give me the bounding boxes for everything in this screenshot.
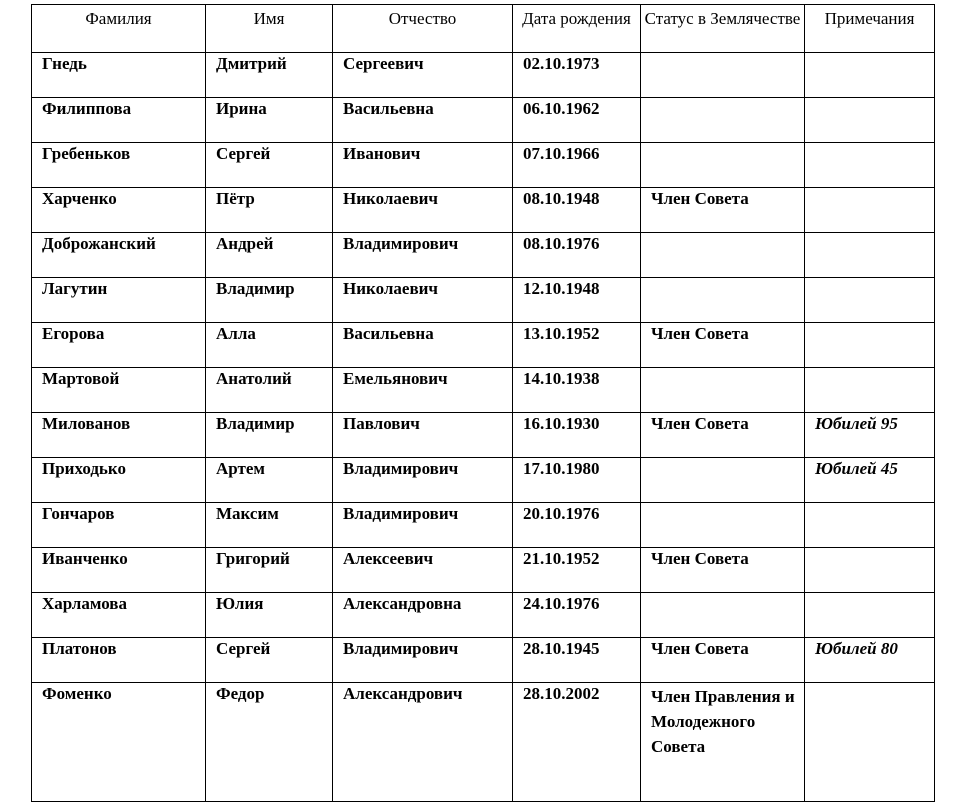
cell-birthdate: 07.10.1966 xyxy=(513,143,641,188)
cell-notes xyxy=(805,683,935,802)
members-table xyxy=(31,4,935,802)
cell-patronymic: Николаевич xyxy=(333,188,513,233)
cell-surname: Мартовой xyxy=(32,368,206,413)
table-row xyxy=(32,143,935,188)
cell-status: Член Правления и Молодежного Совета xyxy=(641,683,805,802)
cell-patronymic: Иванович xyxy=(333,143,513,188)
table-row xyxy=(32,503,935,548)
cell-notes: Юбилей 80 xyxy=(805,638,935,683)
table-row xyxy=(32,188,935,233)
cell-status: Член Совета xyxy=(641,638,805,683)
cell-status xyxy=(641,233,805,278)
header-surname: Фамилия xyxy=(32,5,206,53)
cell-patronymic: Емельянович xyxy=(333,368,513,413)
cell-status xyxy=(641,593,805,638)
table-row xyxy=(32,368,935,413)
cell-name: Алла xyxy=(206,323,333,368)
cell-patronymic: Павлович xyxy=(333,413,513,458)
cell-name: Пётр xyxy=(206,188,333,233)
cell-name: Сергей xyxy=(206,638,333,683)
cell-name: Ирина xyxy=(206,98,333,143)
cell-status xyxy=(641,368,805,413)
cell-notes xyxy=(805,53,935,98)
header-name: Имя xyxy=(206,5,333,53)
header-birthdate: Дата рождения xyxy=(513,5,641,53)
table-row xyxy=(32,593,935,638)
cell-surname: Милованов xyxy=(32,413,206,458)
header-patronymic: Отчество xyxy=(333,5,513,53)
cell-patronymic: Николаевич xyxy=(333,278,513,323)
cell-surname: Гребеньков xyxy=(32,143,206,188)
cell-patronymic: Владимирович xyxy=(333,503,513,548)
cell-notes xyxy=(805,98,935,143)
cell-surname: Платонов xyxy=(32,638,206,683)
table-row xyxy=(32,683,935,802)
cell-name: Дмитрий xyxy=(206,53,333,98)
cell-surname: Приходько xyxy=(32,458,206,503)
table-row xyxy=(32,458,935,503)
cell-status: Член Совета xyxy=(641,548,805,593)
cell-status xyxy=(641,458,805,503)
cell-surname: Гончаров xyxy=(32,503,206,548)
cell-name: Владимир xyxy=(206,413,333,458)
cell-status: Член Совета xyxy=(641,413,805,458)
cell-patronymic: Александровна xyxy=(333,593,513,638)
cell-surname: Фоменко xyxy=(32,683,206,802)
cell-patronymic: Сергеевич xyxy=(333,53,513,98)
cell-status: Член Совета xyxy=(641,188,805,233)
cell-notes xyxy=(805,503,935,548)
table-row xyxy=(32,548,935,593)
cell-status xyxy=(641,98,805,143)
cell-status xyxy=(641,503,805,548)
cell-name: Владимир xyxy=(206,278,333,323)
table-row xyxy=(32,53,935,98)
cell-birthdate: 17.10.1980 xyxy=(513,458,641,503)
cell-birthdate: 12.10.1948 xyxy=(513,278,641,323)
cell-surname: Егорова xyxy=(32,323,206,368)
cell-name: Артем xyxy=(206,458,333,503)
table-row xyxy=(32,413,935,458)
cell-patronymic: Владимирович xyxy=(333,638,513,683)
cell-patronymic: Александрович xyxy=(333,683,513,802)
cell-name: Юлия xyxy=(206,593,333,638)
cell-surname: Лагутин xyxy=(32,278,206,323)
table-header-row xyxy=(32,5,935,53)
cell-birthdate: 28.10.1945 xyxy=(513,638,641,683)
cell-status xyxy=(641,53,805,98)
header-notes: Примечания xyxy=(805,5,935,53)
cell-birthdate: 14.10.1938 xyxy=(513,368,641,413)
cell-notes xyxy=(805,368,935,413)
cell-status: Член Совета xyxy=(641,323,805,368)
cell-surname: Филиппова xyxy=(32,98,206,143)
cell-surname: Гнедь xyxy=(32,53,206,98)
cell-patronymic: Васильевна xyxy=(333,323,513,368)
cell-birthdate: 13.10.1952 xyxy=(513,323,641,368)
cell-status xyxy=(641,278,805,323)
cell-birthdate: 06.10.1962 xyxy=(513,98,641,143)
cell-birthdate: 08.10.1948 xyxy=(513,188,641,233)
cell-name: Сергей xyxy=(206,143,333,188)
cell-name: Федор xyxy=(206,683,333,802)
cell-birthdate: 20.10.1976 xyxy=(513,503,641,548)
cell-surname: Харламова xyxy=(32,593,206,638)
cell-name: Андрей xyxy=(206,233,333,278)
cell-name: Анатолий xyxy=(206,368,333,413)
cell-notes: Юбилей 95 xyxy=(805,413,935,458)
cell-notes xyxy=(805,143,935,188)
table-row xyxy=(32,98,935,143)
cell-birthdate: 16.10.1930 xyxy=(513,413,641,458)
cell-status xyxy=(641,143,805,188)
cell-patronymic: Васильевна xyxy=(333,98,513,143)
cell-surname: Харченко xyxy=(32,188,206,233)
table-row xyxy=(32,278,935,323)
cell-birthdate: 21.10.1952 xyxy=(513,548,641,593)
cell-notes xyxy=(805,323,935,368)
table-row xyxy=(32,638,935,683)
cell-notes xyxy=(805,278,935,323)
cell-birthdate: 28.10.2002 xyxy=(513,683,641,802)
cell-patronymic: Владимирович xyxy=(333,233,513,278)
cell-patronymic: Владимирович xyxy=(333,458,513,503)
cell-surname: Доброжанский xyxy=(32,233,206,278)
cell-notes xyxy=(805,188,935,233)
cell-notes xyxy=(805,548,935,593)
table-row xyxy=(32,323,935,368)
cell-name: Григорий xyxy=(206,548,333,593)
cell-notes: Юбилей 45 xyxy=(805,458,935,503)
cell-birthdate: 02.10.1973 xyxy=(513,53,641,98)
header-status: Статус в Землячестве xyxy=(641,5,805,53)
cell-birthdate: 08.10.1976 xyxy=(513,233,641,278)
cell-birthdate: 24.10.1976 xyxy=(513,593,641,638)
table-row xyxy=(32,233,935,278)
cell-notes xyxy=(805,233,935,278)
cell-notes xyxy=(805,593,935,638)
cell-surname: Иванченко xyxy=(32,548,206,593)
cell-name: Максим xyxy=(206,503,333,548)
cell-patronymic: Алексеевич xyxy=(333,548,513,593)
